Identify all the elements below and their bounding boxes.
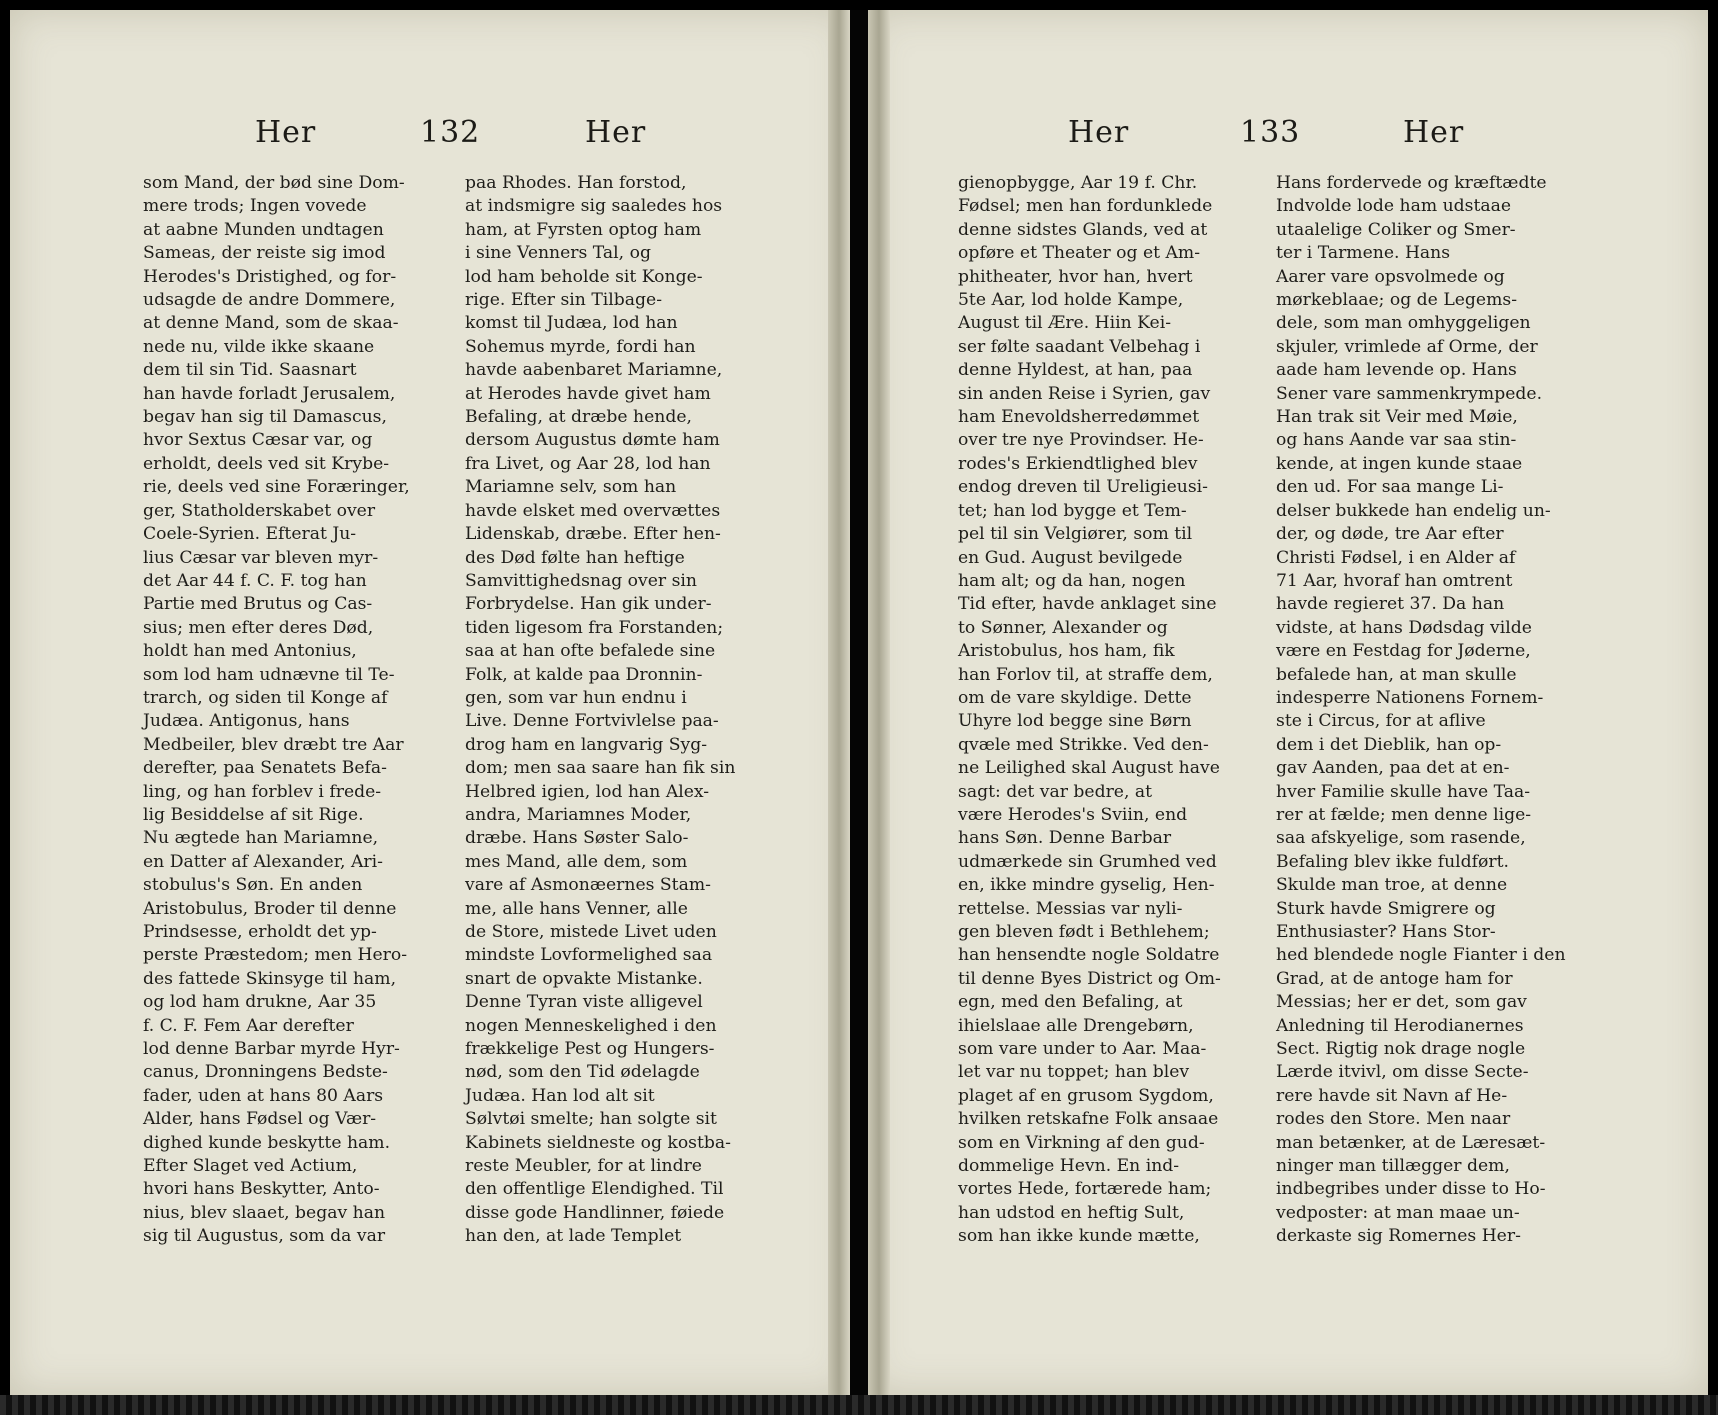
text-line: plaget af en grusom Sygdom,	[958, 1085, 1214, 1106]
text-line: som en Virkning af den gud-	[958, 1132, 1205, 1153]
text-line: Sener vare sammenkrympede.	[1276, 383, 1543, 404]
text-line: at aabne Munden undtagen	[143, 219, 384, 240]
text-line: Grad, at de antoge ham for	[1276, 968, 1513, 989]
text-line: Medbeiler, blev dræbt tre Aar	[143, 734, 404, 755]
text-line: disse gode Handlinner, føiede	[465, 1202, 725, 1223]
text-line: havde regieret 37. Da han	[1276, 594, 1505, 615]
text-line: at indsmigre sig saaledes hos	[465, 196, 723, 217]
text-line: vortes Hede, fortærede ham;	[958, 1179, 1212, 1200]
text-line: denne sidstes Glands, ved at	[958, 219, 1208, 240]
text-line: skjuler, vrimlede af Orme, der	[1276, 336, 1538, 357]
text-line: til denne Byes District og Om-	[958, 968, 1221, 989]
text-line: kende, at ingen kunde staae	[1276, 453, 1523, 474]
text-line: Tid efter, havde anklaget sine	[958, 594, 1217, 615]
text-line: være en Festdag for Jøderne,	[1276, 641, 1531, 662]
text-line: han udstod en heftig Sult,	[958, 1202, 1185, 1223]
text-line: to Sønner, Alexander og	[958, 617, 1168, 638]
text-line: Aristobulus, hos ham, fik	[958, 641, 1175, 662]
text-line: mindste Lovformelighed saa	[465, 945, 713, 966]
text-line: Nu ægtede han Mariamne,	[143, 828, 379, 849]
text-line: ham, at Fyrsten optog ham	[465, 219, 702, 240]
text-line: dersom Augustus dømte ham	[465, 430, 720, 451]
text-line: Partie med Brutus og Cas-	[143, 594, 373, 615]
text-line: Forbrydelse. Han gik under-	[465, 594, 712, 615]
text-line: Prindsesse, erholdt det yp-	[143, 922, 377, 942]
text-line: vidste, at hans Dødsdag vilde	[1276, 617, 1532, 638]
text-line: 5te Aar, lod holde Kampe,	[958, 290, 1184, 311]
text-line: han havde forladt Jerusalem,	[143, 383, 396, 404]
text-line: Samvittighedsnag over sin	[465, 570, 697, 591]
text-line: frækkelige Pest og Hungers-	[465, 1039, 715, 1060]
text-line: ste i Circus, for at aflive	[1276, 711, 1486, 732]
text-line: ser følte saadant Velbehag i	[958, 336, 1201, 357]
text-line: trarch, og siden til Konge af	[143, 687, 388, 708]
text-line: som lod ham udnævne til Te-	[143, 664, 395, 685]
text-line: og lod ham drukne, Aar 35	[143, 992, 377, 1013]
left-page-gutter-edge	[828, 10, 850, 1395]
text-line: en Datter af Alexander, Ari-	[143, 851, 383, 872]
text-line: rere havde sit Navn af He-	[1276, 1085, 1508, 1106]
text-line: vedposter: at man maae un-	[1276, 1202, 1520, 1223]
text-line: mørkeblaae; og de Legems-	[1276, 290, 1518, 311]
text-line: egn, med den Befaling, at	[958, 992, 1183, 1013]
right-page-number: 133	[1240, 115, 1301, 150]
text-line: at Herodes havde givet ham	[465, 383, 711, 404]
text-line: fader, uden at hans 80 Aars	[143, 1085, 384, 1106]
text-line: den ud. For saa mange Li-	[1276, 477, 1504, 498]
text-line: rodes den Store. Men naar	[1276, 1109, 1511, 1130]
text-line: me, alle hans Venner, alle	[465, 898, 688, 919]
text-line: ihielslaae alle Drengebørn,	[958, 1015, 1194, 1036]
text-line: ne Leilighed skal August have	[958, 758, 1220, 779]
text-line: den offentlige Elendighed. Til	[465, 1179, 724, 1200]
text-line: som vare under to Aar. Maa-	[958, 1039, 1207, 1060]
text-line: Enthusiaster? Hans Stor-	[1276, 922, 1496, 942]
text-line: sagt: det var bedre, at	[958, 781, 1153, 802]
text-line: reste Meubler, for at lindre	[465, 1156, 702, 1177]
text-line: lod ham beholde sit Konge-	[465, 266, 703, 287]
text-line: de Store, mistede Livet uden	[465, 922, 717, 942]
left-page	[10, 10, 850, 1395]
text-line: gen bleven født i Bethlehem;	[958, 922, 1210, 942]
text-line: Indvolde lode ham udstaae	[1276, 196, 1512, 217]
text-line: lius Cæsar var bleven myr-	[143, 547, 379, 568]
text-line: man betænker, at de Læresæt-	[1276, 1132, 1546, 1153]
text-line: Skulde man troe, at denne	[1276, 875, 1508, 896]
text-line: indesperre Nationens Fornem-	[1276, 687, 1544, 708]
text-line: Coele-Syrien. Efterat Ju-	[143, 524, 357, 545]
text-line: ninger man tillægger dem,	[1276, 1156, 1510, 1177]
text-line: lig Besiddelse af sit Rige.	[143, 804, 364, 825]
text-line: let var nu toppet; han blev	[958, 1062, 1190, 1083]
text-line: nius, blev slaaet, begav han	[143, 1202, 386, 1223]
text-line: perste Præstedom; men Hero-	[143, 945, 408, 966]
text-line: fra Livet, og Aar 28, lod han	[465, 453, 711, 474]
text-line: udmærkede sin Grumhed ved	[958, 851, 1217, 872]
text-line: 71 Aar, hvoraf han omtrent	[1276, 570, 1513, 591]
text-line: Herodes's Dristighed, og for-	[143, 266, 397, 287]
text-line: saa afskyelige, som rasende,	[1276, 828, 1526, 849]
text-line: det Aar 44 f. C. F. tog han	[143, 570, 367, 591]
text-line: som Mand, der bød sine Dom-	[143, 173, 405, 193]
text-line: phitheater, hvor han, hvert	[958, 266, 1193, 287]
left-running-head-right: Her	[585, 115, 647, 150]
text-line: en Gud. August bevilgede	[958, 547, 1183, 568]
scan-bottom-edge	[0, 1395, 1718, 1415]
right-page-column-1	[958, 172, 1221, 1249]
text-line: indbegribes under disse to Ho-	[1276, 1179, 1546, 1200]
text-line: Sølvtøi smelte; han solgte sit	[465, 1109, 717, 1130]
text-line: om de vare skyldige. Dette	[958, 687, 1192, 708]
text-line: tet; han lod bygge et Tem-	[958, 500, 1187, 521]
text-line: dele, som man omhyggeligen	[1276, 313, 1531, 334]
text-line: paa Rhodes. Han forstod,	[465, 173, 687, 193]
text-line: Lærde itvivl, om disse Secte-	[1276, 1062, 1529, 1083]
text-line: des fattede Skinsyge til ham,	[143, 968, 397, 989]
text-line: sin anden Reise i Syrien, gav	[958, 383, 1211, 404]
text-line: Sameas, der reiste sig imod	[143, 243, 386, 264]
text-line: ter i Tarmene. Hans	[1276, 243, 1451, 264]
text-line: Folk, at kalde paa Dronnin-	[465, 664, 703, 685]
text-line: i sine Venners Tal, og	[465, 243, 651, 264]
text-line: f. C. F. Fem Aar derefter	[143, 1015, 354, 1036]
text-line: derefter, paa Senatets Befa-	[143, 758, 387, 779]
text-line: tiden ligesom fra Forstanden;	[465, 617, 724, 638]
text-line: hvori hans Beskytter, Anto-	[143, 1179, 380, 1200]
text-line: udsagde de andre Dommere,	[143, 290, 396, 311]
text-line: denne Hyldest, at han, paa	[958, 360, 1193, 381]
text-line: opføre et Theater og et Am-	[958, 243, 1201, 264]
text-line: dom; men saa saare han fik sin	[465, 758, 736, 779]
text-line: ham Enevoldsherredømmet	[958, 407, 1200, 428]
left-page-column-1	[143, 172, 410, 1249]
text-line: nede nu, vilde ikke skaane	[143, 336, 375, 357]
right-page	[868, 10, 1708, 1395]
text-line: Denne Tyran viste alligevel	[465, 992, 703, 1013]
text-line: mes Mand, alle dem, som	[465, 851, 688, 872]
text-line: gienopbygge, Aar 19 f. Chr.	[958, 173, 1198, 193]
text-line: rer at fælde; men denne lige-	[1276, 804, 1532, 825]
text-line: andra, Mariamnes Moder,	[465, 804, 692, 825]
text-line: at denne Mand, som de skaa-	[143, 313, 399, 334]
text-line: saa at han ofte befalede sine	[465, 641, 716, 662]
text-line: holdt han med Antonius,	[143, 641, 357, 662]
text-line: Live. Denne Fortvivlelse paa-	[465, 711, 719, 732]
text-line: Sect. Rigtig nok drage nogle	[1276, 1039, 1526, 1060]
text-line: sius; men efter deres Død,	[143, 617, 374, 638]
right-running-head-right: Her	[1403, 115, 1465, 150]
text-line: Sturk havde Smigrere og	[1276, 898, 1496, 919]
text-line: en, ikke mindre gyselig, Hen-	[958, 875, 1215, 896]
text-line: derkaste sig Romernes Her-	[1276, 1226, 1521, 1247]
text-line: dem i det Dieblik, han op-	[1276, 734, 1502, 755]
left-page-column-2	[465, 172, 735, 1249]
text-line: dighed kunde beskytte ham.	[143, 1132, 391, 1153]
text-line: Sohemus myrde, fordi han	[465, 336, 696, 357]
text-line: nogen Menneskelighed i den	[465, 1015, 717, 1036]
text-line: dommelige Hevn. En ind-	[958, 1156, 1180, 1177]
text-line: over tre nye Provindser. He-	[958, 430, 1204, 451]
text-line: havde elsket med overvættes	[465, 500, 721, 521]
text-line: rettelse. Messias var nyli-	[958, 898, 1183, 919]
text-line: dræbe. Hans Søster Salo-	[465, 828, 689, 849]
text-line: drog ham en langvarig Syg-	[465, 734, 708, 755]
text-line: der, og døde, tre Aar efter	[1276, 524, 1504, 545]
text-line: rodes's Erkiendtlighed blev	[958, 453, 1198, 474]
text-line: Han trak sit Veir med Møie,	[1276, 407, 1518, 428]
text-line: qvæle med Strikke. Ved den-	[958, 734, 1209, 755]
text-line: erholdt, deels ved sit Krybe-	[143, 453, 390, 474]
text-line: endog dreven til Ureligieusi-	[958, 477, 1208, 498]
text-line: snart de opvakte Mistanke.	[465, 968, 703, 989]
text-line: Hans fordervede og kræftædte	[1276, 173, 1547, 193]
text-line: Judæa. Antigonus, hans	[143, 711, 350, 732]
text-line: Aarer vare opsvolmede og	[1276, 266, 1505, 287]
text-line: August til Ære. Hiin Kei-	[958, 313, 1171, 334]
text-line: ling, og han forblev i frede-	[143, 781, 382, 802]
text-line: utaalelige Coliker og Smer-	[1276, 219, 1516, 240]
text-line: rie, deels ved sine Foræringer,	[143, 477, 410, 498]
text-line: delser bukkede han endelig un-	[1276, 500, 1551, 521]
text-line: Uhyre lod begge sine Børn	[958, 711, 1192, 732]
text-line: Messias; her er det, som gav	[1276, 992, 1527, 1013]
text-line: og hans Aande var saa stin-	[1276, 430, 1517, 451]
text-line: Anledning til Herodianernes	[1276, 1015, 1524, 1036]
text-line: være Herodes's Sviin, end	[958, 804, 1188, 825]
text-line: des Død følte han heftige	[465, 547, 685, 568]
text-line: som han ikke kunde mætte,	[958, 1226, 1200, 1247]
text-line: ger, Statholderskabet over	[143, 500, 376, 521]
left-running-head-left: Her	[255, 115, 317, 150]
text-line: dem til sin Tid. Saasnart	[143, 360, 357, 381]
text-line: lod denne Barbar myrde Hyr-	[143, 1039, 400, 1060]
text-line: Aristobulus, Broder til denne	[143, 898, 397, 919]
right-running-head-left: Her	[1068, 115, 1130, 150]
text-line: aade ham levende op. Hans	[1276, 360, 1517, 381]
text-line: vare af Asmonæernes Stam-	[465, 875, 711, 896]
text-line: Fødsel; men han fordunklede	[958, 196, 1213, 217]
text-line: canus, Dronningens Bedste-	[143, 1062, 388, 1083]
text-line: Christi Fødsel, i en Alder af	[1276, 547, 1516, 568]
right-page-gutter-edge	[868, 10, 890, 1395]
text-line: Befaling blev ikke fuldført.	[1276, 851, 1509, 872]
text-line: gen, som var hun endnu i	[465, 687, 687, 708]
right-page-column-2	[1276, 172, 1566, 1249]
text-line: Alder, hans Fødsel og Vær-	[143, 1109, 377, 1130]
text-line: begav han sig til Damascus,	[143, 407, 387, 428]
text-line: Efter Slaget ved Actium,	[143, 1156, 358, 1177]
text-line: havde aabenbaret Mariamne,	[465, 360, 723, 381]
book-gutter	[850, 10, 868, 1395]
text-line: hvilken retskafne Folk ansaae	[958, 1109, 1219, 1130]
text-line: ham alt; og da han, nogen	[958, 570, 1186, 591]
text-line: komst til Judæa, lod han	[465, 313, 678, 334]
text-line: befalede han, at man skulle	[1276, 664, 1517, 685]
text-line: Befaling, at dræbe hende,	[465, 407, 692, 428]
text-line: han hensendte nogle Soldatre	[958, 945, 1220, 966]
text-line: hed blendede nogle Fianter i den	[1276, 945, 1566, 966]
text-line: hver Familie skulle have Taa-	[1276, 781, 1531, 802]
text-line: han Forlov til, at straffe dem,	[958, 664, 1213, 685]
text-line: stobulus's Søn. En anden	[143, 875, 363, 896]
text-line: nød, som den Tid ødelagde	[465, 1062, 700, 1083]
left-page-number: 132	[420, 115, 481, 150]
text-line: hvor Sextus Cæsar var, og	[143, 430, 373, 451]
text-line: sig til Augustus, som da var	[143, 1226, 386, 1247]
text-line: Mariamne selv, som han	[465, 477, 677, 498]
text-line: Kabinets sieldneste og kostba-	[465, 1132, 731, 1153]
text-line: hans Søn. Denne Barbar	[958, 828, 1172, 849]
text-line: han den, at lade Templet	[465, 1226, 682, 1247]
text-line: mere trods; Ingen vovede	[143, 196, 367, 217]
text-line: pel til sin Velgiører, som til	[958, 524, 1193, 545]
text-line: Lidenskab, dræbe. Efter hen-	[465, 524, 721, 545]
text-line: rige. Efter sin Tilbage-	[465, 290, 663, 311]
text-line: Judæa. Han lod alt sit	[465, 1085, 655, 1106]
text-line: Helbred igien, lod han Alex-	[465, 781, 710, 802]
text-line: gav Aanden, paa det at en-	[1276, 758, 1510, 779]
